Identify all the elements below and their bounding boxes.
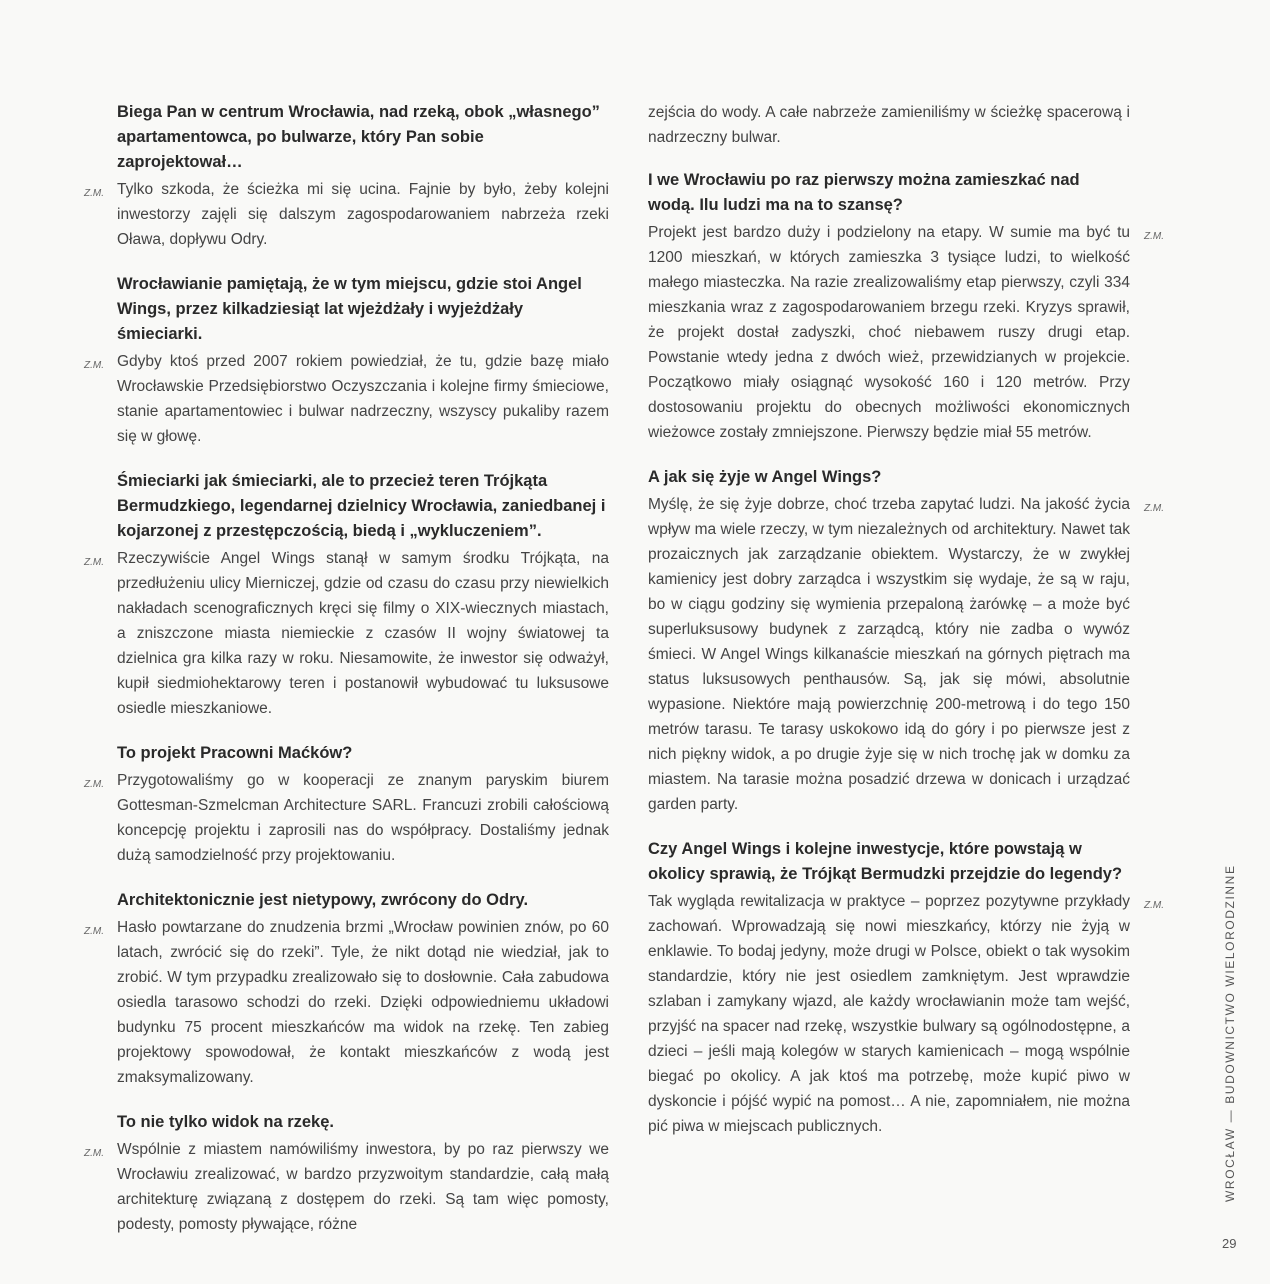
section-side-label: WROCŁAW — BUDOWNICTWO WIELORODZINNE (1223, 864, 1237, 1202)
interview-answer (84, 1137, 609, 1237)
interview-answer (648, 220, 1164, 445)
speaker-tag: Z.M. (84, 188, 104, 199)
speaker-tag: Z.M. (1144, 231, 1164, 242)
page-number: 29 (1222, 1236, 1237, 1251)
continued-answer-text: zejścia do wody. A całe nabrzeże zamieniliśmy w ścieżkę spacerową i nadrzeczny bulwar. (648, 104, 1130, 146)
speaker-tag: Z.M. (84, 779, 104, 790)
interview-question: To projekt Pracowni Maćków? (117, 744, 353, 762)
answer-text: Wspólnie z miastem namówiliśmy inwestora, by po raz pierwszy we Wrocławiu zrealizować, w bardzo przyzwoitym standardzie, całą małą architekturę związaną z dostępem do rzeki. Są tam więc pomosty, podesty, pomosty pływające, różne (117, 1141, 609, 1233)
answer-text: Hasło powtarzane do znudzenia brzmi „Wrocław powinien znów, po 60 latach, zwrócić się do rzeki”. Tyle, że nikt dotąd nie wiedział, jak to zrobić. W tym przypadku zrealizowało się to dosłownie. Cała zabudowa osiedla tarasowo schodzi do rzeki. Dzięki odpowiedniemu układowi budynku 75 procent mieszkańców ma widok na rzekę. Ten zabieg projektowy spowodował, że kontakt mieszkańców z wodą jest zmaksymalizowany. (117, 919, 609, 1086)
answer-text: Projekt jest bardzo duży i podzielony na etapy. W sumie ma być tu 1200 mieszkań, w których zamieszka 3 tysiące ludzi, to wielkość małego miasteczka. Na razie zrealizowaliśmy etap pierwszy, czyli 334 mieszkania wraz z zagospodarowaniem brzegu rzeki. Kryzys sprawił, że projekt dostał zadyszki, choć niebawem ruszy drugi etap. Powstanie wtedy jedna z dwóch wież, przewidzianych w projekcie. Początkowo miały osiągnąć wysokość 160 i 120 metrów. Przy dostosowaniu projektu do obecnych możliwości ekonomicznych wieżowce zostały zmniejszone. Pierwszy będzie miał 55 metrów. (648, 224, 1130, 441)
interview-answer (84, 177, 609, 252)
interview-answer (648, 492, 1164, 817)
interview-answer (84, 349, 609, 449)
speaker-tag: Z.M. (84, 1148, 104, 1159)
speaker-tag: Z.M. (1144, 503, 1164, 514)
answer-text: Rzeczywiście Angel Wings stanął w samym środku Trójkąta, na przedłużeniu ulicy Mierniczej, gdzie od czasu do czasu przy niewielkich nakładach scenograficznych kręci się filmy o XIX-wiecznych miastach, a zniszczone miasta niemieckie z czasów II wojny światowej ta dzielnica gra kilka razy w roku. Niesamowite, że inwestor się odważył, kupił siedmiohektarowy teren i postanowił wybudować tu luksusowe osiedle mieszkaniowe. (117, 550, 609, 717)
interview-question: Czy Angel Wings i kolejne inwestycje, które powstają w okolicy sprawią, że Trójkąt Bermudzki przejdzie do legendy? (648, 840, 1123, 883)
interview-answer (84, 915, 609, 1090)
interview-question: Architektonicznie jest nietypowy, zwrócony do Odry. (117, 891, 529, 909)
answer-text: Tak wygląda rewitalizacja w praktyce – poprzez pozytywne przykłady zachowań. Wprowadzają się nowi mieszkańcy, którzy nie żyją w enklawie. To bodaj jedyny, może drugi w Polsce, obiekt o tak wysokim standardzie, który nie jest osiedlem zamkniętym. Jest wprawdzie szlaban i zamykany wjazd, ale każdy wrocławianin może tam wejść, przyjść na spacer nad rzekę, wszystkie bulwary są ogólnodostępne, a dzieci – jeśli mają kolegów w starych kamienicach – mogą wspólnie biegać po okolicy. A jak ktoś ma potrzebę, może kupić piwo w dyskoncie i pójść wypić na pomost… A nie, zapomniałem, nie można pić piwa w miejscach publicznych. (648, 893, 1130, 1135)
interview-question: Wrocławianie pamiętają, że w tym miejscu, gdzie stoi Angel Wings, przez kilkadziesiąt lat wjeżdżały i wyjeżdżały śmieciarki. (117, 275, 582, 343)
left-column (84, 100, 609, 1257)
answer-text: Myślę, że się żyje dobrze, choć trzeba zapytać ludzi. Na jakość życia wpływ ma wiele rzeczy, w tym niezależnych od architektury. Nawet tak prozaicznych jak zarządzanie obiektem. Wystarczy, że w zwykłej kamienicy jest dobry zarządca i wszystkim się wydaje, że są w raju, bo w ciągu godziny się wymienia przepaloną żarówkę – a może być superluksusowy budynek z zarządcą, który nie zadba o wywóz śmieci. W Angel Wings kilkanaście mieszkań na górnych piętrach ma status luksusowych penthausów. Są, jak się mówi, absolutnie wypasione. Niektóre mają powierzchnię 200-metrową i do tego 150 metrów tarasu. Te tarasy uskokowo idą do góry i po pierwsze jest z nich piękny widok, a po drugie żyje się w nich trochę jak w domku za miastem. Na tarasie można posadzić drzewa w donicach i urządzać garden party. (648, 496, 1130, 813)
interview-question: Śmieciarki jak śmieciarki, ale to przecież teren Trójkąta Bermudzkiego, legendarnej dzielnicy Wrocławia, zaniedbanej i kojarzonej z przestępczością, biedą i „wykluczeniem”. (117, 472, 606, 540)
speaker-tag: Z.M. (84, 926, 104, 937)
answer-text: Gdyby ktoś przed 2007 rokiem powiedział, że tu, gdzie bazę miało Wrocławskie Przedsiębiorstwo Oczyszczania i kolejne firmy śmieciowe, stanie apartamentowiec i bulwar nadrzeczny, wszyscy pukaliby razem się w głowę. (117, 353, 609, 445)
answer-text: Tylko szkoda, że ścieżka mi się ucina. Fajnie by było, żeby kolejni inwestorzy zajęli się dalszym zagospodarowaniem nabrzeża rzeki Oława, dopływu Odry. (117, 181, 609, 248)
interview-question: Biega Pan w centrum Wrocławia, nad rzeką, obok „własnego” apartamentowca, po bulwarze, który Pan sobie zaprojektował… (117, 103, 600, 171)
speaker-tag: Z.M. (1144, 900, 1164, 911)
interview-question: I we Wrocławiu po raz pierwszy można zamieszkać nad wodą. Ilu ludzi ma na to szansę? (648, 171, 1080, 214)
interview-answer (84, 768, 609, 868)
interview-question: A jak się żyje w Angel Wings? (648, 468, 882, 486)
speaker-tag: Z.M. (84, 557, 104, 568)
answer-text: Przygotowaliśmy go w kooperacji ze znanym paryskim biurem Gottesman-Szmelcman Architecture SARL. Francuzi zrobili całościową koncepcję projektu i zaprosili nas do współpracy. Dostaliśmy jednak dużą samodzielność przy projektowaniu. (117, 772, 609, 864)
interview-answer (84, 546, 609, 721)
interview-question: To nie tylko widok na rzekę. (117, 1113, 334, 1131)
right-column (648, 100, 1164, 1159)
speaker-tag: Z.M. (84, 360, 104, 371)
interview-answer (648, 889, 1164, 1139)
